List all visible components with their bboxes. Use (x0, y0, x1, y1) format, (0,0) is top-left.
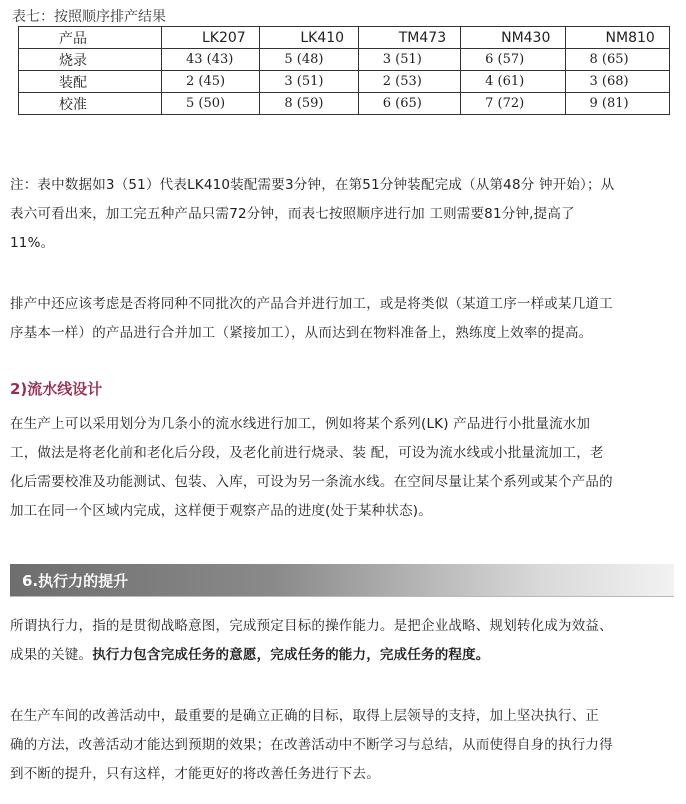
table-row (19, 93, 670, 115)
table-cell: 8 (59) (260, 93, 358, 115)
paragraph-line: 所谓执行力，指的是贯彻战略意图，完成预定目标的操作能力。是把企业战略、规划转化成为效益、 (10, 618, 613, 634)
paragraph-line: 工，做法是将老化前和老化后分段，及老化前进行烧录、装 配，可设为流水线或小批量流加工，老 (10, 445, 604, 461)
paragraph-line: 排产中还应该考虑是否将同种不同批次的产品合并进行加工，或是将类似（某道工序一样或某几道工 (10, 296, 613, 312)
table-cell: 3 (68) (565, 71, 669, 93)
row-label: 装配 (19, 71, 162, 93)
table-cell: 2 (45) (162, 71, 260, 93)
paragraph-line: 序基本一样）的产品进行合并加工（紧接加工），从而达到在物料准备上，熟练度上效率的提高。 (10, 325, 593, 341)
note-line: 表六可看出来，加工完五种产品只需72分钟，而表七按照顺序进行加 工则需要81分钟,提高了 (10, 206, 575, 222)
section-title: 6.执行力的提升 (22, 572, 129, 590)
table-cell: 3 (51) (260, 71, 358, 93)
column-header: NM810 (565, 27, 669, 49)
table-header-label: 产品 (19, 27, 162, 49)
improvement-paragraph (10, 702, 674, 789)
row-label: 烧录 (19, 49, 162, 71)
table-cell: 43 (43) (162, 49, 260, 71)
section-header-bar (10, 564, 674, 597)
table-row (19, 49, 670, 71)
note-line: 注：表中数据如3（51）代表LK410装配需要3分钟，在第51分钟装配完成（从第48分 钟开始）；从 (10, 177, 615, 193)
column-header: NM430 (461, 27, 565, 49)
note-paragraph (10, 171, 674, 258)
assembly-line-paragraph (10, 410, 674, 526)
table-cell: 8 (65) (565, 49, 669, 71)
paragraph-text: 成果的关键。 (10, 647, 93, 663)
paragraph-line: 确的方法，改善活动才能达到预期的效果；在改善活动中不断学习与总结，从而使得自身的执行力得 (10, 737, 613, 753)
paragraph-line: 加工在同一个区域内完成，这样便于观察产品的进度(处于某种状态)。 (10, 503, 432, 519)
table-caption: 表七：按照顺序排产结果 (12, 9, 166, 25)
merge-paragraph (10, 290, 674, 348)
paragraph-line (10, 641, 674, 670)
table-header-row (19, 27, 670, 49)
table-cell: 6 (65) (358, 93, 460, 115)
table-row (19, 71, 670, 93)
table-cell: 9 (81) (565, 93, 669, 115)
paragraph-line: 在生产上可以采用划分为几条小的流水线进行加工，例如将某个系列(LK) 产品进行小批量流水加 (10, 416, 591, 432)
table-cell: 6 (57) (461, 49, 565, 71)
column-header: LK410 (260, 27, 358, 49)
schedule-table (18, 26, 670, 115)
subheading-assembly-line: 2)流水线设计 (10, 380, 103, 398)
table-cell: 5 (48) (260, 49, 358, 71)
column-header: TM473 (358, 27, 460, 49)
note-line: 11%。 (10, 235, 55, 251)
table-cell: 2 (53) (358, 71, 460, 93)
paragraph-line: 化后需要校准及功能测试、包装、入库，可设为另一条流水线。在空间尽量让某个系列或某个产品的 (10, 474, 613, 490)
row-label: 校准 (19, 93, 162, 115)
table-cell: 3 (51) (358, 49, 460, 71)
table-cell: 5 (50) (162, 93, 260, 115)
paragraph-line: 在生产车间的改善活动中，最重要的是确立正确的目标，取得上层领导的支持，加上坚决执行、正 (10, 708, 600, 724)
column-header: LK207 (162, 27, 260, 49)
table-cell: 4 (61) (461, 71, 565, 93)
execution-paragraph (10, 612, 674, 670)
table-cell: 7 (72) (461, 93, 565, 115)
paragraph-line: 到不断的提升，只有这样，才能更好的将改善任务进行下去。 (10, 766, 380, 782)
emphasis-text: 执行力包含完成任务的意愿，完成任务的能力，完成任务的程度。 (92, 647, 490, 663)
